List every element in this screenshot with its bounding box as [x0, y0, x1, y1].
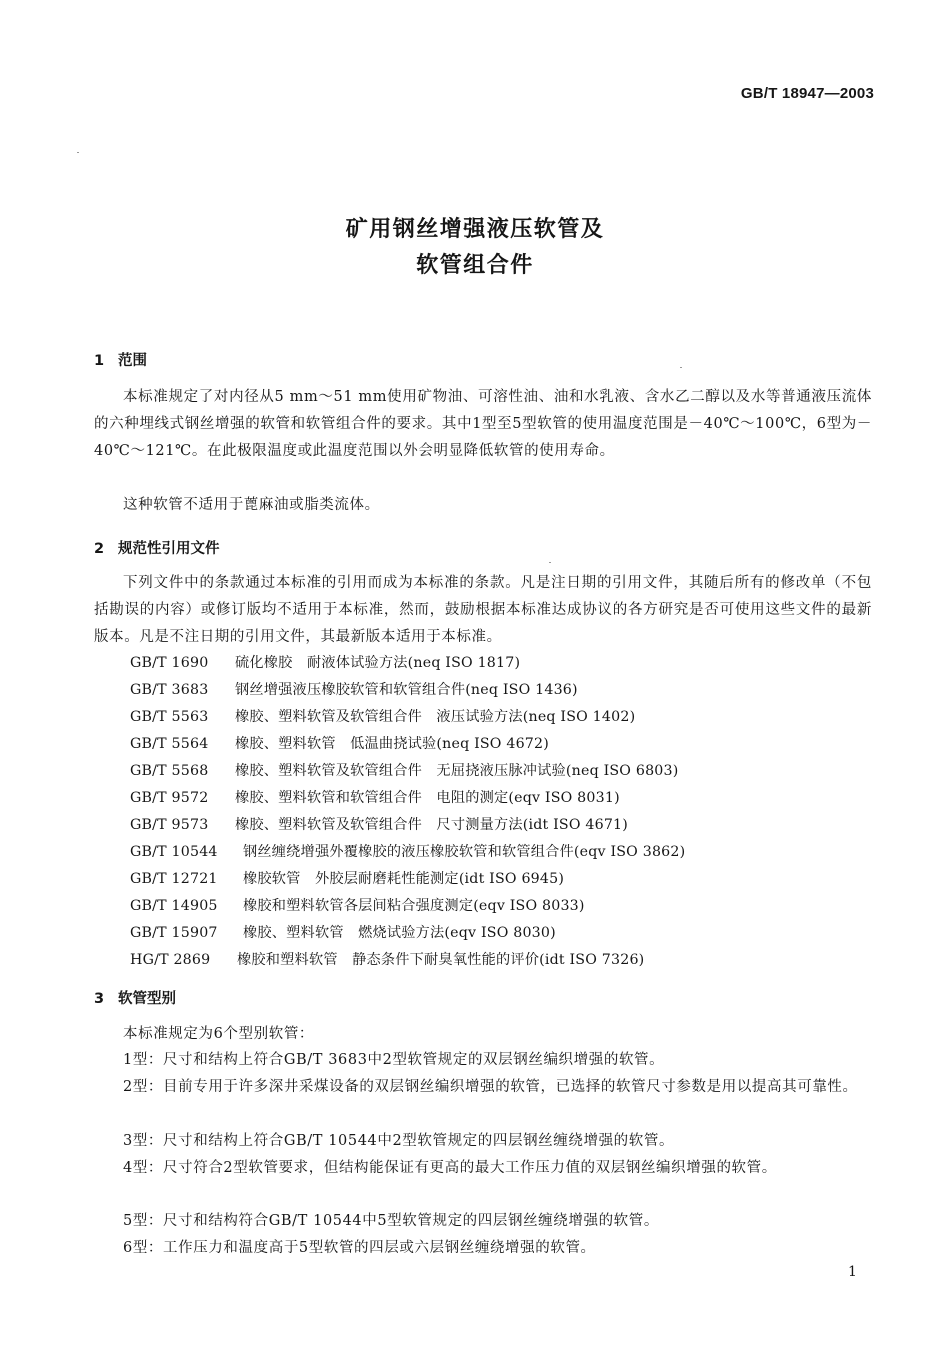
reference-title: 橡胶和塑料软管 静态条件下耐臭氧性能的评价(idt ISO 7326): [237, 952, 645, 968]
reference-code: GB/T 14905: [130, 898, 218, 914]
paragraph: 本标准规定了对内径从5 mm～51 mm使用矿物油、可溶性油、油和水乳液、含水乙二醇以及水等普通液压流体的六种埋线式钢丝增强的软管和软管组合件的要求。其中1型至5型软管的使用温度范围是－40℃～100℃，6型为－40℃～121℃。在此极限温度或此温度范围以外会明显降低软管的使用寿命。: [94, 389, 872, 459]
scan-speck: [680, 367, 682, 368]
reference-title: 橡胶、塑料软管和软管组合件 电阻的测定(eqv ISO 8031): [235, 790, 620, 806]
reference-title: 钢丝增强液压橡胶软管和软管组合件(neq ISO 1436): [235, 682, 578, 698]
section-title: 软管型别: [118, 991, 176, 1007]
reference-title: 橡胶、塑料软管及软管组合件 尺寸测量方法(idt ISO 4671): [235, 817, 629, 833]
paragraph: 2型：目前专用于许多深井采煤设备的双层钢丝编织增强的软管，已选择的软管尺寸参数是用以提高其可靠性。: [123, 1079, 858, 1095]
scan-speck: [549, 562, 551, 563]
reference-code: GB/T 10544: [130, 844, 218, 860]
reference-item: [130, 839, 685, 866]
standard-code: GB/T 18947—2003: [740, 85, 874, 102]
section-number: 1: [94, 353, 105, 369]
paragraph: 下列文件中的条款通过本标准的引用而成为本标准的条款。凡是注日期的引用文件，其随后所有的修改单（不包括勘误的内容）或修订版均不适用于本标准，然而，鼓励根据本标准达成协议的各方研究是否可使用这些文件的最新版本。凡是不注日期的引用文件，其最新版本适用于本标准。: [94, 575, 872, 645]
scan-speck: [77, 152, 79, 153]
section-title: 规范性引用文件: [118, 541, 220, 557]
reference-title: 橡胶、塑料软管及软管组合件 无屈挠液压脉冲试验(neq ISO 6803): [235, 763, 679, 779]
reference-code: GB/T 1690: [130, 655, 209, 671]
reference-item: [130, 812, 628, 839]
reference-item: [130, 785, 620, 812]
section-number: 2: [94, 541, 105, 557]
section-1-heading: [94, 349, 147, 370]
reference-item: [130, 758, 678, 785]
page-number: 1: [848, 1264, 857, 1280]
reference-item: [130, 866, 564, 893]
reference-code: GB/T 9572: [130, 790, 209, 806]
reference-code: GB/T 9573: [130, 817, 209, 833]
reference-title: 橡胶、塑料软管 低温曲挠试验(neq ISO 4672): [235, 736, 549, 752]
reference-code: GB/T 5564: [130, 736, 209, 752]
reference-item: [130, 947, 644, 974]
paragraph: 1型：尺寸和结构上符合GB/T 3683中2型软管规定的双层钢丝编织增强的软管。: [123, 1052, 665, 1068]
document-title-line-2: 软管组合件: [416, 253, 534, 278]
paragraph: 4型：尺寸符合2型软管要求，但结构能保证有更高的最大工作压力值的双层钢丝编织增强的软管。: [123, 1160, 777, 1176]
reference-code: GB/T 5568: [130, 763, 209, 779]
reference-title: 硫化橡胶 耐液体试验方法(neq ISO 1817): [235, 655, 521, 671]
document-title-line-1: 矿用钢丝增强液压软管及: [345, 217, 605, 242]
paragraph: 这种软管不适用于蓖麻油或脂类流体。: [123, 497, 380, 513]
reference-item: [130, 677, 578, 704]
paragraph: 3型：尺寸和结构上符合GB/T 10544中2型软管规定的四层钢丝缠绕增强的软管。: [123, 1133, 675, 1149]
reference-title: 橡胶和塑料软管各层间粘合强度测定(eqv ISO 8033): [243, 898, 585, 914]
reference-item: [130, 731, 549, 758]
paragraph: 本标准规定为6个型别软管：: [123, 1026, 315, 1042]
reference-title: 橡胶、塑料软管及软管组合件 液压试验方法(neq ISO 1402): [235, 709, 636, 725]
reference-title: 橡胶软管 外胶层耐磨耗性能测定(idt ISO 6945): [243, 871, 565, 887]
reference-item: [130, 920, 556, 947]
reference-title: 橡胶、塑料软管 燃烧试验方法(eqv ISO 8030): [243, 925, 556, 941]
paragraph: 5型：尺寸和结构符合GB/T 10544中5型软管规定的四层钢丝缠绕增强的软管。: [123, 1213, 659, 1229]
reference-code: GB/T 12721: [130, 871, 218, 887]
reference-item: [130, 650, 520, 677]
reference-title: 钢丝缠绕增强外覆橡胶的液压橡胶软管和软管组合件(eqv ISO 3862): [243, 844, 686, 860]
reference-code: GB/T 5563: [130, 709, 209, 725]
reference-code: HG/T 2869: [130, 952, 211, 968]
section-2-heading: [94, 537, 220, 558]
reference-code: GB/T 3683: [130, 682, 209, 698]
section-3-heading: [94, 987, 176, 1008]
reference-item: [130, 893, 585, 920]
reference-item: [130, 704, 635, 731]
reference-code: GB/T 15907: [130, 925, 218, 941]
paragraph: 6型：工作压力和温度高于5型软管的四层或六层钢丝缠绕增强的软管。: [123, 1240, 596, 1256]
section-title: 范围: [118, 353, 147, 369]
section-number: 3: [94, 991, 105, 1007]
